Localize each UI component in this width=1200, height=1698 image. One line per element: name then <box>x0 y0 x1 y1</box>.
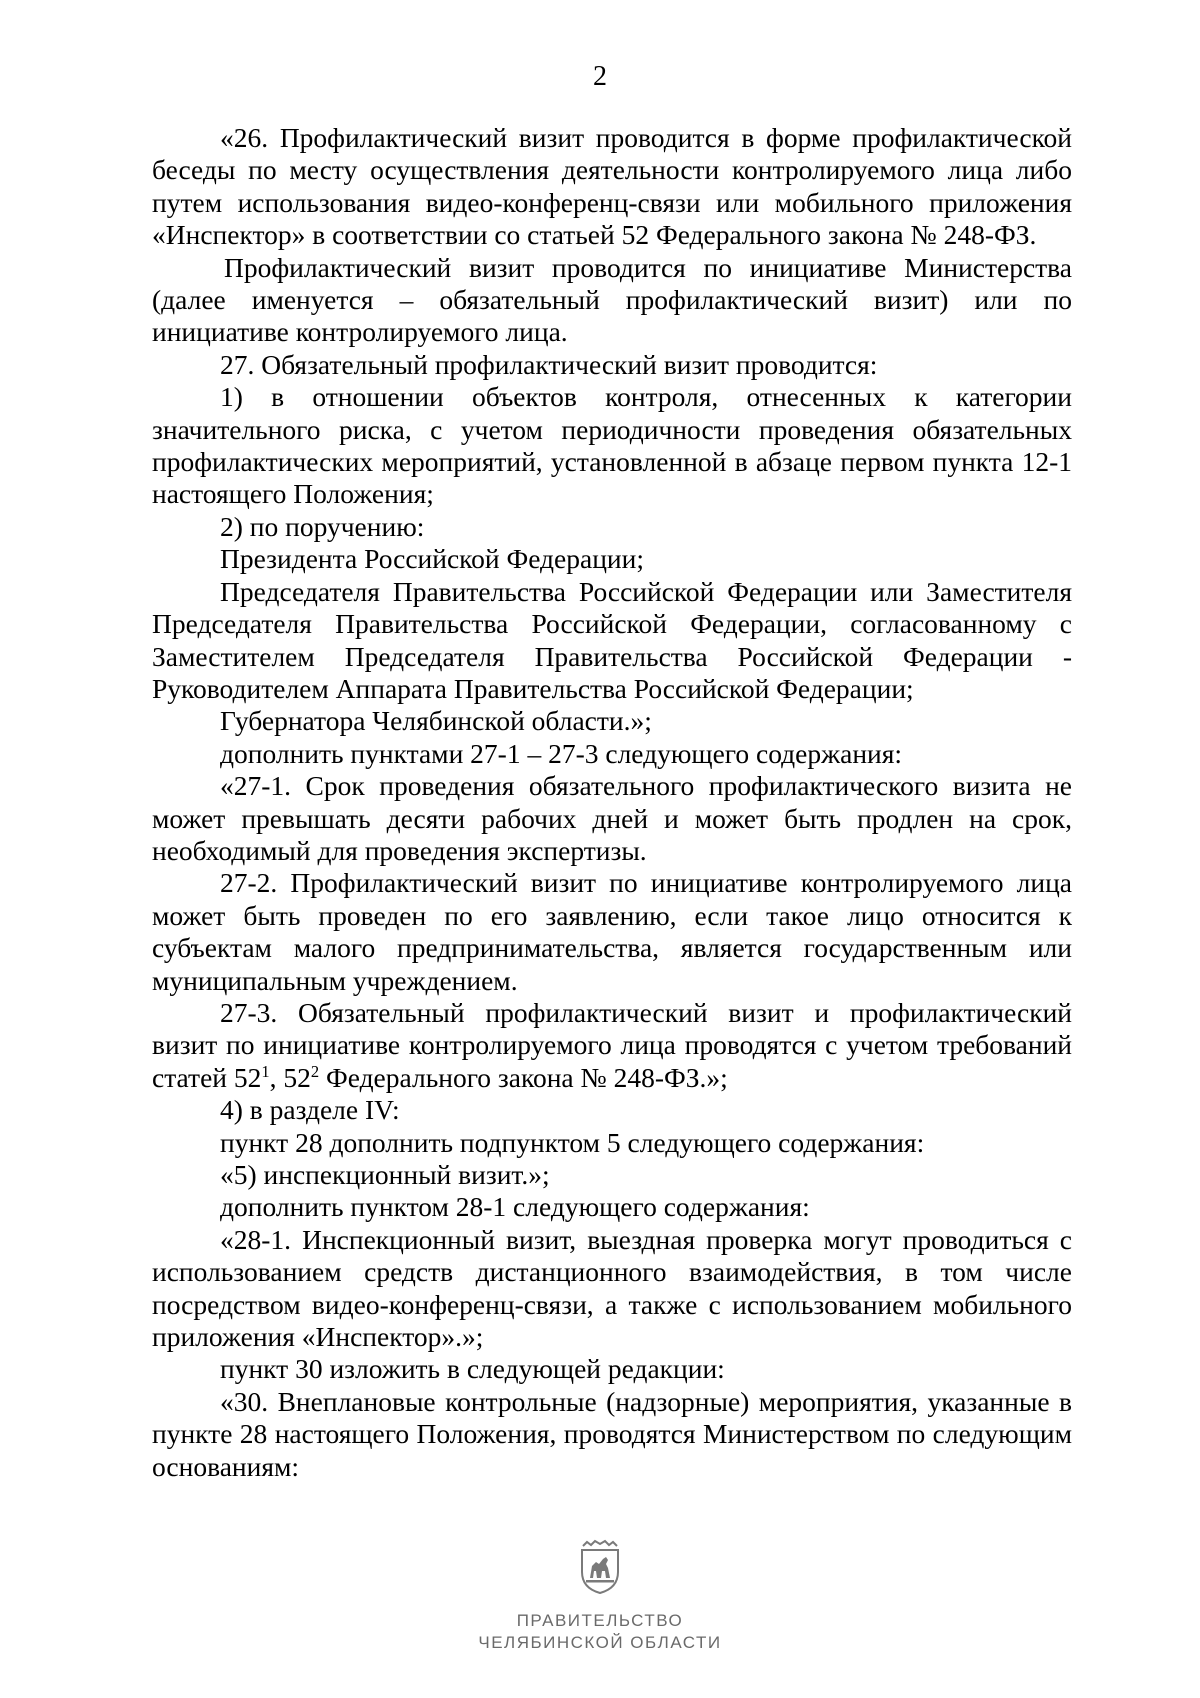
government-caption-line-2: ЧЕЛЯБИНСКОЙ ОБЛАСТИ <box>478 1633 722 1652</box>
paragraph-chairman: Председателя Правительства Российской Федерации или Заместителя Председателя Правительства Российской Федерации, согласованному с Заместителем Председателя Правительства Российской Федерации - Руководителем Аппарата Правительства Российской Федерации; <box>152 575 1072 704</box>
paragraph-27-3 <box>152 997 1072 1094</box>
paragraph-27-3-middle: , 52 <box>269 1061 311 1093</box>
paragraph-28-1-add: дополнить пунктом 28-1 следующего содержания: <box>220 1191 810 1223</box>
paragraph-27-item-2: 2) по поручению: <box>220 510 425 542</box>
paragraph-28-1: «28-1. Инспекционный визит, выездная проверка могут проводиться с использованием средств дистанционного взаимодействия, в том числе посредством видео-конференц-связи, а также с использованием мобильного приложения «Инспектор».»; <box>152 1223 1072 1353</box>
paragraph-30-edit: пункт 30 изложить в следующей редакции: <box>220 1353 725 1385</box>
paragraph-add-27: дополнить пунктами 27-1 – 27-3 следующего содержания: <box>220 737 903 769</box>
paragraph-27: 27. Обязательный профилактический визит проводится: <box>220 348 878 380</box>
document-body <box>152 122 1072 1483</box>
paragraph-28-5: «5) инспекционный визит.»; <box>220 1159 550 1190</box>
paragraph-27-2: 27-2. Профилактический визит по инициативе контролируемого лица может быть проведен по его заявлению, если такое лицо относится к субъектам малого предпринимательства, является государственным или муниципальным учреждением. <box>152 867 1072 996</box>
paragraph-26: «26. Профилактический визит проводится в форме профилактической беседы по месту осуществления деятельности контролируемого лица либо путем использования видео-конференц-связи или мобильного приложения «Инспектор» в соответствии со статьей 52 Федерального закона № 248-ФЗ. <box>152 122 1072 251</box>
paragraph-30: «30. Внеплановые контрольные (надзорные) мероприятия, указанные в пункте 28 настоящего Положения, проводятся Министерством по следующим основаниям: <box>152 1385 1072 1482</box>
paragraph-27-1: «27-1. Срок проведения обязательного профилактического визита не может превышать десяти рабочих дней и может быть продлен на срок, необходимый для проведения экспертизы. <box>152 770 1072 866</box>
paragraph-28-add: пункт 28 дополнить подпунктом 5 следующего содержания: <box>220 1126 925 1158</box>
government-caption-line-1: ПРАВИТЕЛЬСТВО <box>516 1611 684 1630</box>
paragraph-section-4: 4) в разделе IV: <box>220 1094 400 1126</box>
superscript-1: 1 <box>261 1061 270 1081</box>
footer-emblem <box>0 1538 1200 1654</box>
paragraph-visit-initiative: Профилактический визит проводится по инициативе Министерства (далее именуется – обязательный профилактический визит) или по инициативе контролируемого лица. <box>152 251 1072 348</box>
paragraph-governor: Губернатора Челябинской области.»; <box>220 705 652 737</box>
coat-of-arms-icon <box>577 1538 623 1596</box>
paragraph-president: Президента Российской Федерации; <box>220 543 644 575</box>
page-number: 2 <box>593 61 607 92</box>
superscript-2: 2 <box>310 1061 320 1081</box>
paragraph-27-3-end: Федерального закона № 248-ФЗ.»; <box>319 1061 728 1093</box>
paragraph-27-3-text: 27-3. Обязательный профилактический визит и профилактический визит по инициативе контролируемого лица проводятся с учетом требований статей 52 <box>152 996 1072 1093</box>
paragraph-27-item-1: 1) в отношении объектов контроля, отнесенных к категории значительного риска, с учетом периодичности проведения обязательных профилактических мероприятий, установленной в абзаце первом пункта 12-1 настоящего Положения; <box>152 381 1072 510</box>
